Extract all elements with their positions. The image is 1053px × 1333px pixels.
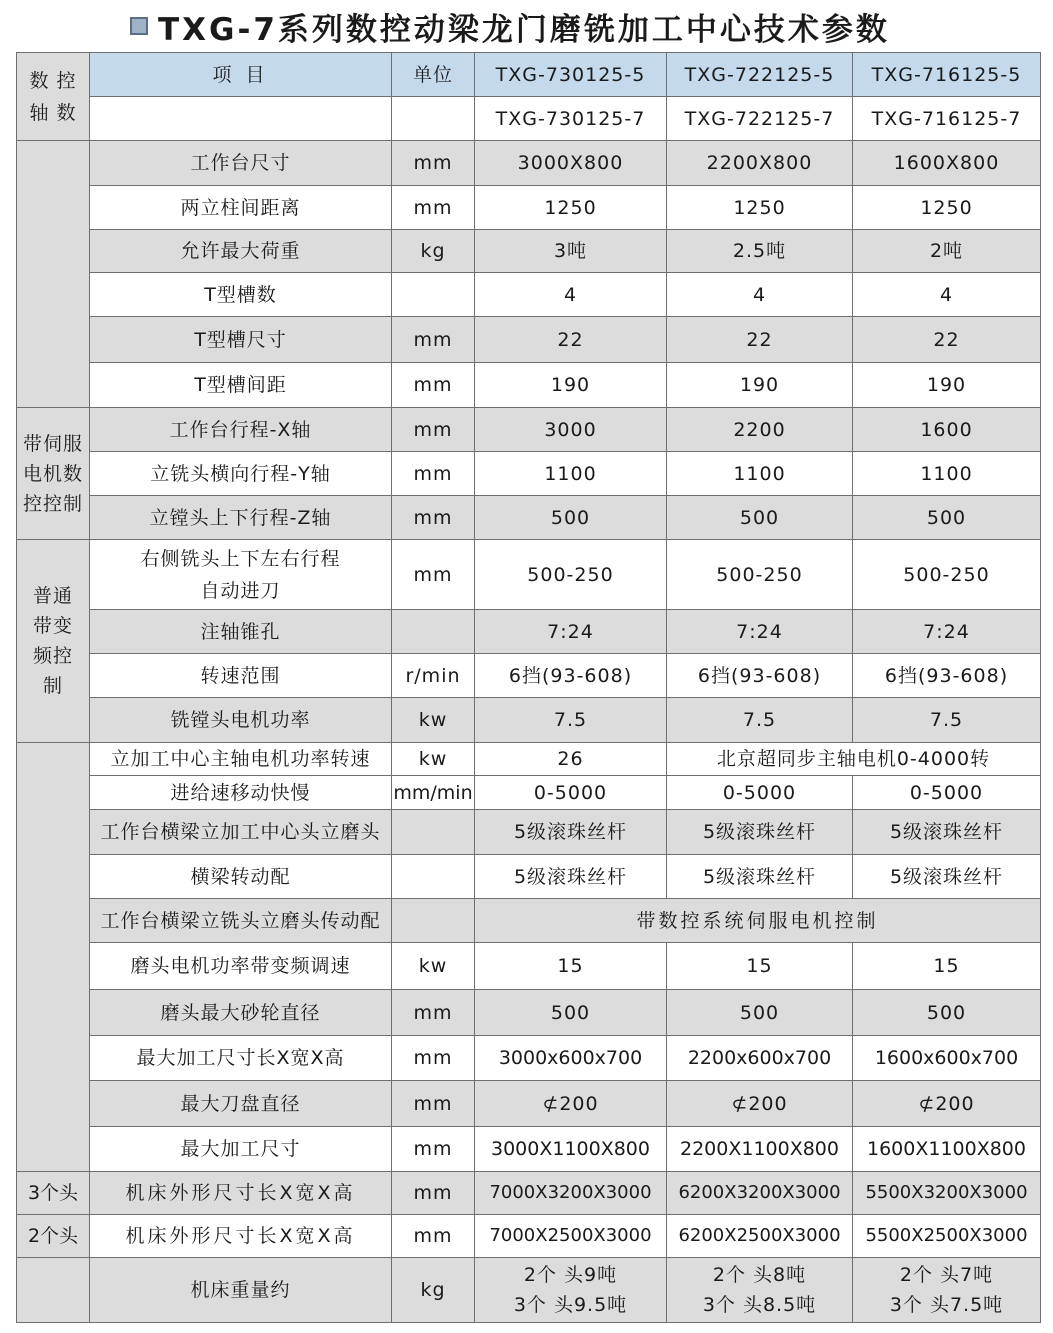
empty-cell <box>392 97 475 141</box>
row-unit: mm <box>392 1127 475 1172</box>
row-item: 最大加工尺寸长X宽X高 <box>90 1036 392 1081</box>
weight-line: 3个 头8.5吨 <box>702 1294 817 1316</box>
row-value: 7000X2500X3000 <box>475 1215 667 1258</box>
row-value: 7.5 <box>475 698 667 743</box>
weight-line: 3个 头9.5吨 <box>513 1294 628 1316</box>
row-value: 6挡(93-608) <box>667 654 853 698</box>
row-value: 22 <box>475 317 667 363</box>
category-cell <box>17 141 90 408</box>
row-item: 立镗头上下行程-Z轴 <box>90 496 392 540</box>
row-unit: mm <box>392 141 475 186</box>
row-item: 工作台横梁立加工中心头立磨头 <box>90 810 392 855</box>
row-item: 机床外形尺寸长X宽X高 <box>90 1172 392 1215</box>
row-value: 190 <box>475 363 667 408</box>
row-value: 15 <box>853 943 1041 990</box>
category-line: 普通 <box>32 585 73 607</box>
row-value: 4 <box>667 273 853 317</box>
row-value: 500 <box>853 496 1041 540</box>
row-value: 2200x600x700 <box>667 1036 853 1081</box>
row-item: 立加工中心主轴电机功率转速 <box>90 743 392 776</box>
header-model: TXG-730125-5 <box>475 53 667 97</box>
row-item: T型槽尺寸 <box>90 317 392 363</box>
row-value: 3000X1100X800 <box>475 1127 667 1172</box>
row-item: 铣镗头电机功率 <box>90 698 392 743</box>
row-item: 转速范围 <box>90 654 392 698</box>
row-value: 6200X3200X3000 <box>667 1172 853 1215</box>
row-unit: mm <box>392 1036 475 1081</box>
header-item: 项 目 <box>90 53 392 97</box>
row-item: T型槽数 <box>90 273 392 317</box>
row-item <box>90 540 392 610</box>
row-item: 磨头电机功率带变频调速 <box>90 943 392 990</box>
row-item: 进给速移动快慢 <box>90 776 392 810</box>
row-unit <box>392 855 475 899</box>
category-cell <box>17 1258 90 1323</box>
row-value: ⊄200 <box>475 1081 667 1127</box>
row-value: 1600 <box>853 408 1041 452</box>
weight-line: 2个 头7吨 <box>899 1264 994 1286</box>
document-title-bar <box>130 4 890 48</box>
row-value: 3000x600x700 <box>475 1036 667 1081</box>
row-item: 工作台行程-X轴 <box>90 408 392 452</box>
row-item: 最大刀盘直径 <box>90 1081 392 1127</box>
category-line: 带伺服 <box>22 432 83 455</box>
category-line: 带变 <box>32 615 73 637</box>
model-variant: TXG-722125-7 <box>667 97 853 141</box>
row-value: 7.5 <box>853 698 1041 743</box>
category-two-heads: 2个头 <box>17 1215 90 1258</box>
row-unit <box>392 810 475 855</box>
row-item: 磨头最大砂轮直径 <box>90 990 392 1036</box>
category-line: 控控制 <box>22 492 83 515</box>
row-value: 500 <box>475 990 667 1036</box>
row-unit <box>392 899 475 943</box>
weight-line: 2个 头9吨 <box>523 1264 618 1286</box>
spec-table <box>16 52 1041 1323</box>
row-value: 1100 <box>667 452 853 496</box>
row-unit: kw <box>392 698 475 743</box>
row-value: 4 <box>475 273 667 317</box>
row-value: 1100 <box>475 452 667 496</box>
corner-label-line: 数 控 <box>29 69 77 92</box>
row-unit: mm <box>392 408 475 452</box>
row-value: 5级滚珠丝杆 <box>475 810 667 855</box>
row-value: 0-5000 <box>667 776 853 810</box>
row-unit: mm <box>392 1172 475 1215</box>
row-value: 22 <box>853 317 1041 363</box>
row-value: 5级滚珠丝杆 <box>853 810 1041 855</box>
row-value: 500 <box>667 990 853 1036</box>
row-value: 190 <box>667 363 853 408</box>
row-unit: kw <box>392 943 475 990</box>
category-line: 频控 <box>32 645 73 667</box>
row-unit <box>392 610 475 654</box>
row-unit: mm <box>392 186 475 230</box>
row-value <box>853 1258 1041 1323</box>
row-value: 500-250 <box>475 540 667 610</box>
row-value: 3000 <box>475 408 667 452</box>
row-value: 2吨 <box>853 230 1041 273</box>
row-value: 5级滚珠丝杆 <box>475 855 667 899</box>
header-model: TXG-716125-5 <box>853 53 1041 97</box>
header-model: TXG-722125-5 <box>667 53 853 97</box>
row-value <box>667 1258 853 1323</box>
row-value: 500 <box>667 496 853 540</box>
category-servo-cnc <box>17 408 90 540</box>
row-value: 2200X1100X800 <box>667 1127 853 1172</box>
model-variant: TXG-730125-7 <box>475 97 667 141</box>
row-unit: r/min <box>392 654 475 698</box>
row-value: 0-5000 <box>853 776 1041 810</box>
row-item-line: 自动进刀 <box>200 579 281 602</box>
row-value: 500-250 <box>853 540 1041 610</box>
row-unit: mm <box>392 363 475 408</box>
row-value: 6挡(93-608) <box>475 654 667 698</box>
row-value: 7.5 <box>667 698 853 743</box>
row-value: 5级滚珠丝杆 <box>667 810 853 855</box>
weight-line: 3个 头7.5吨 <box>889 1294 1004 1316</box>
row-value: 5级滚珠丝杆 <box>667 855 853 899</box>
category-cell <box>17 743 90 1172</box>
row-item: 允许最大荷重 <box>90 230 392 273</box>
row-value: 26 <box>475 743 667 776</box>
row-value: 15 <box>667 943 853 990</box>
row-value-span: 带数控系统伺服电机控制 <box>475 899 1041 943</box>
weight-line: 2个 头8吨 <box>712 1264 807 1286</box>
row-item: 工作台横梁立铣头立磨头传动配 <box>90 899 392 943</box>
row-unit: mm <box>392 1215 475 1258</box>
row-value: 1600X1100X800 <box>853 1127 1041 1172</box>
row-value-span: 北京超同步主轴电机0-4000转 <box>667 743 1041 776</box>
row-item-line: 右侧铣头上下左右行程 <box>140 547 341 570</box>
row-value: 3000X800 <box>475 141 667 186</box>
row-item: 注轴锥孔 <box>90 610 392 654</box>
row-value: 7:24 <box>853 610 1041 654</box>
row-unit: mm <box>392 317 475 363</box>
row-item: 最大加工尺寸 <box>90 1127 392 1172</box>
row-value: 1250 <box>853 186 1041 230</box>
row-value: ⊄200 <box>853 1081 1041 1127</box>
model-variant: TXG-716125-7 <box>853 97 1041 141</box>
row-value: 500 <box>853 990 1041 1036</box>
row-item: T型槽间距 <box>90 363 392 408</box>
row-item: 机床外形尺寸长X宽X高 <box>90 1215 392 1258</box>
row-unit: kg <box>392 1258 475 1323</box>
row-value: 2.5吨 <box>667 230 853 273</box>
row-value: 2200X800 <box>667 141 853 186</box>
row-unit: mm <box>392 496 475 540</box>
row-value: 6挡(93-608) <box>853 654 1041 698</box>
row-unit: mm <box>392 452 475 496</box>
row-value: 1600x600x700 <box>853 1036 1041 1081</box>
row-value: 7:24 <box>667 610 853 654</box>
row-value: 5500X3200X3000 <box>853 1172 1041 1215</box>
row-value: 5级滚珠丝杆 <box>853 855 1041 899</box>
category-variable-frequency <box>17 540 90 743</box>
row-value: 0-5000 <box>475 776 667 810</box>
row-unit: mm/min <box>392 776 475 810</box>
axis-count-header <box>17 53 90 141</box>
row-value: 500-250 <box>667 540 853 610</box>
empty-cell <box>90 97 392 141</box>
category-line: 电机数 <box>22 462 83 485</box>
row-unit: mm <box>392 540 475 610</box>
row-item: 立铣头横向行程-Y轴 <box>90 452 392 496</box>
row-unit: kg <box>392 230 475 273</box>
row-value: 1600X800 <box>853 141 1041 186</box>
row-value: 1100 <box>853 452 1041 496</box>
row-value <box>475 1258 667 1323</box>
row-value: 1250 <box>667 186 853 230</box>
row-value: 500 <box>475 496 667 540</box>
row-value: 3吨 <box>475 230 667 273</box>
category-line: 制 <box>42 675 63 697</box>
row-unit <box>392 273 475 317</box>
row-value: 22 <box>667 317 853 363</box>
row-value: 7:24 <box>475 610 667 654</box>
row-value: 5500X2500X3000 <box>853 1215 1041 1258</box>
row-item: 工作台尺寸 <box>90 141 392 186</box>
row-unit: kw <box>392 743 475 776</box>
row-unit: mm <box>392 990 475 1036</box>
row-item: 机床重量约 <box>90 1258 392 1323</box>
row-value: 15 <box>475 943 667 990</box>
corner-label-line: 轴 数 <box>29 101 77 124</box>
row-value: 4 <box>853 273 1041 317</box>
row-value: 6200X2500X3000 <box>667 1215 853 1258</box>
header-unit: 单位 <box>392 53 475 97</box>
row-value: ⊄200 <box>667 1081 853 1127</box>
row-value: 7000X3200X3000 <box>475 1172 667 1215</box>
category-three-heads: 3个头 <box>17 1172 90 1215</box>
row-item: 两立柱间距离 <box>90 186 392 230</box>
title-square-icon <box>130 17 148 35</box>
row-value: 190 <box>853 363 1041 408</box>
document-title: TXG-7系列数控动梁龙门磨铣加工中心技术参数 <box>158 11 890 48</box>
row-unit: mm <box>392 1081 475 1127</box>
row-item: 横梁转动配 <box>90 855 392 899</box>
row-value: 1250 <box>475 186 667 230</box>
row-value: 2200 <box>667 408 853 452</box>
